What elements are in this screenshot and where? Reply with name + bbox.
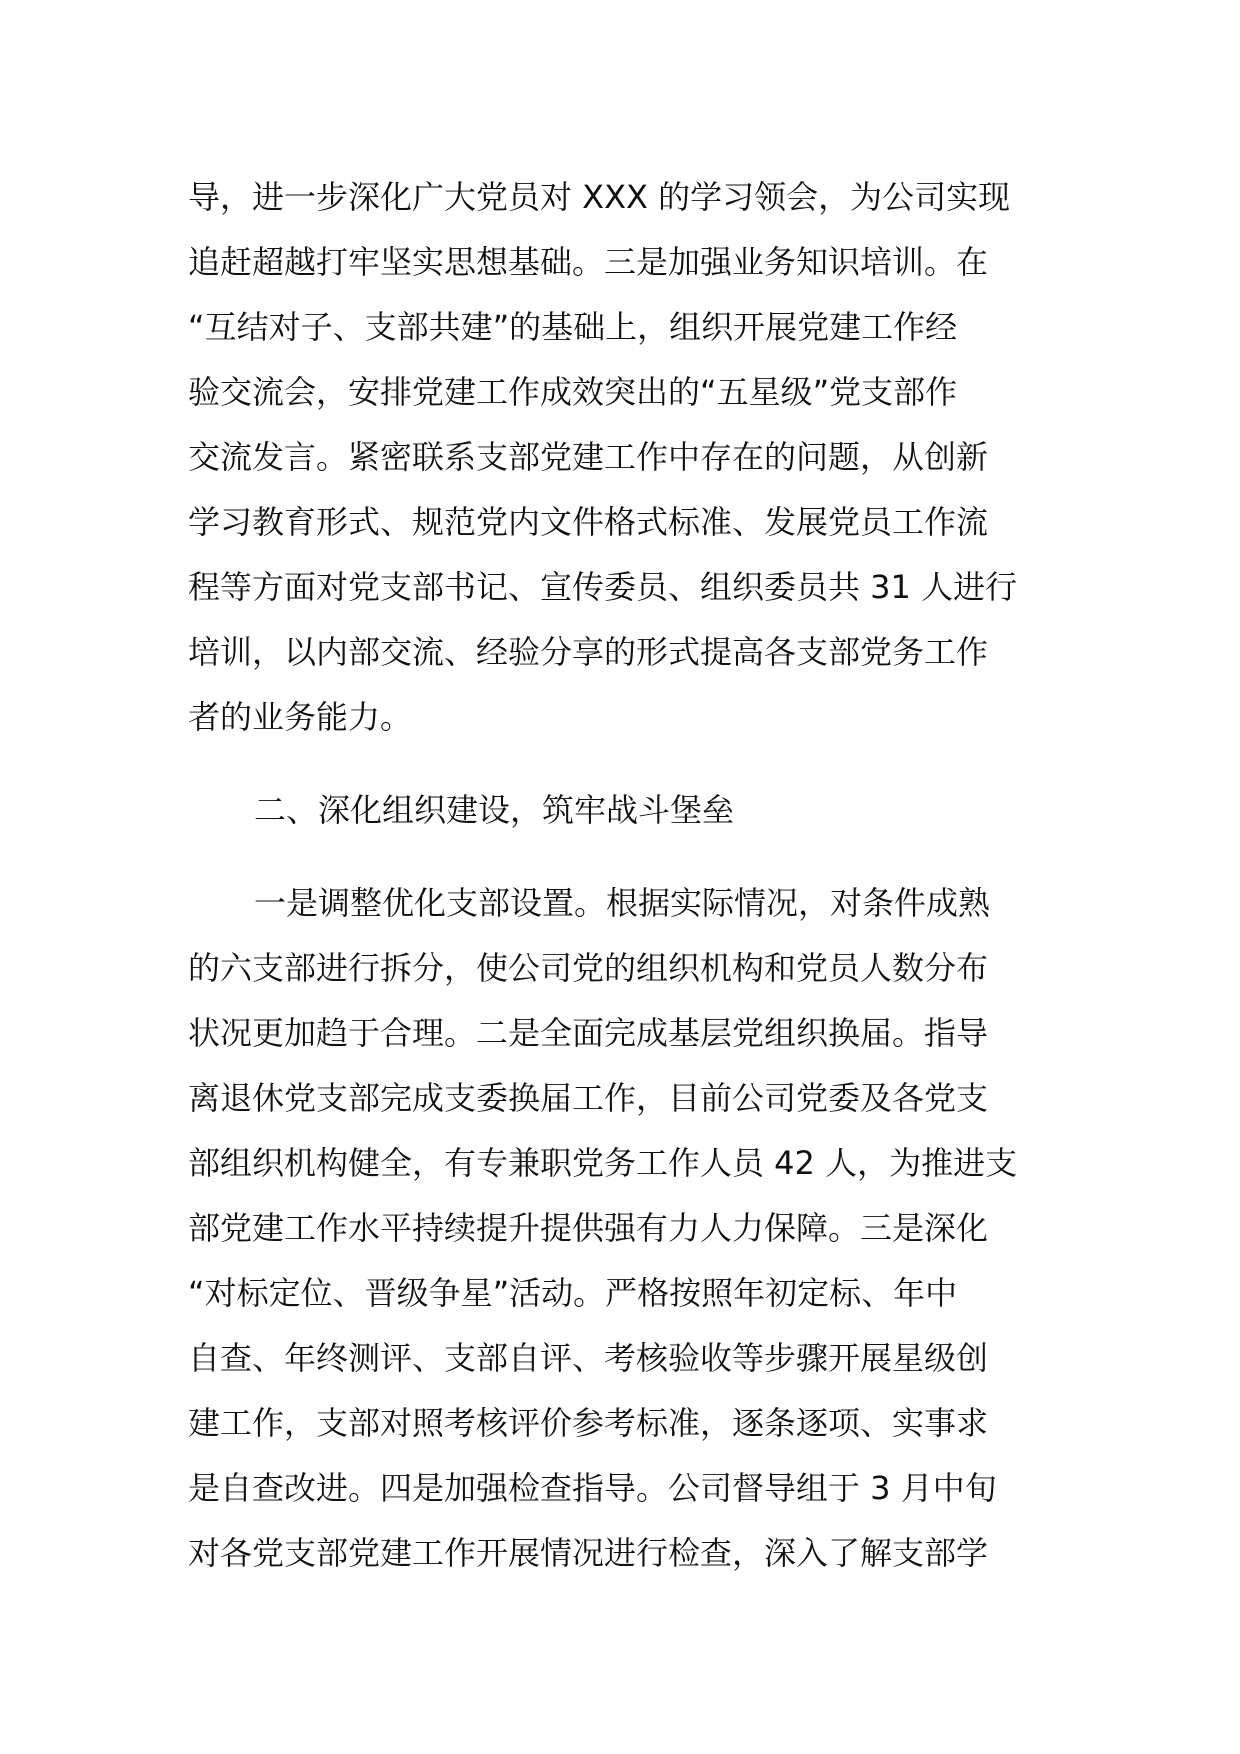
paragraph-line: 离退休党支部完成支委换届工作，目前公司党委及各党支 xyxy=(188,1079,989,1117)
paragraph-line: 对各党支部党建工作开展情况进行检查，深入了解支部学 xyxy=(188,1534,989,1572)
paragraph-line: 的六支部进行拆分，使公司党的组织机构和党员人数分布 xyxy=(188,949,989,987)
paragraph-line: 程等方面对党支部书记、宣传委员、组织委员共 31 人进行 xyxy=(188,568,1018,606)
paragraph-line: 自查、年终测评、支部自评、考核验收等步骤开展星级创 xyxy=(188,1339,989,1377)
paragraph-training xyxy=(188,165,1058,750)
paragraph-line: 追赶超越打牢坚实思想基础。三是加强业务知识培训。在 xyxy=(188,243,989,281)
paragraph-line: “互结对子、支部共建”的基础上，组织开展党建工作经 xyxy=(188,308,958,346)
paragraph-line: “对标定位、晋级争星”活动。严格按照年初定标、年中 xyxy=(188,1274,958,1312)
paragraph-line: 者的业务能力。 xyxy=(188,698,413,736)
paragraph-line: 验交流会，安排党建工作成效突出的“五星级”党支部作 xyxy=(188,373,958,411)
paragraph-line: 部党建工作水平持续提升提供强有力人力保障。三是深化 xyxy=(188,1209,989,1247)
paragraph-line: 建工作，支部对照考核评价参考标准，逐条逐项、实事求 xyxy=(188,1404,989,1442)
paragraph-line: 部组织机构健全，有专兼职党务工作人员 42 人，为推进支 xyxy=(188,1144,1018,1182)
paragraph-line: 一是调整优化支部设置。根据实际情况，对条件成熟 xyxy=(254,884,991,922)
paragraph-line: 交流发言。紧密联系支部党建工作中存在的问题，从创新 xyxy=(188,438,989,476)
paragraph-line: 状况更加趋于合理。二是全面完成基层党组织换届。指导 xyxy=(188,1014,989,1052)
paragraph-organization xyxy=(188,871,1058,1586)
document-body xyxy=(188,165,1058,1586)
paragraph-line: 培训，以内部交流、经验分享的形式提高各支部党务工作 xyxy=(188,633,989,671)
paragraph-line: 导，进一步深化广大党员对 XXX 的学习领会，为公司实现 xyxy=(188,178,1011,216)
section-heading: 二、深化组织建设，筑牢战斗堡垒 xyxy=(254,791,735,829)
paragraph-line: 是自查改进。四是加强检查指导。公司督导组于 3 月中旬 xyxy=(188,1469,997,1507)
paragraph-line: 学习教育形式、规范党内文件格式标准、发展党员工作流 xyxy=(188,503,989,541)
